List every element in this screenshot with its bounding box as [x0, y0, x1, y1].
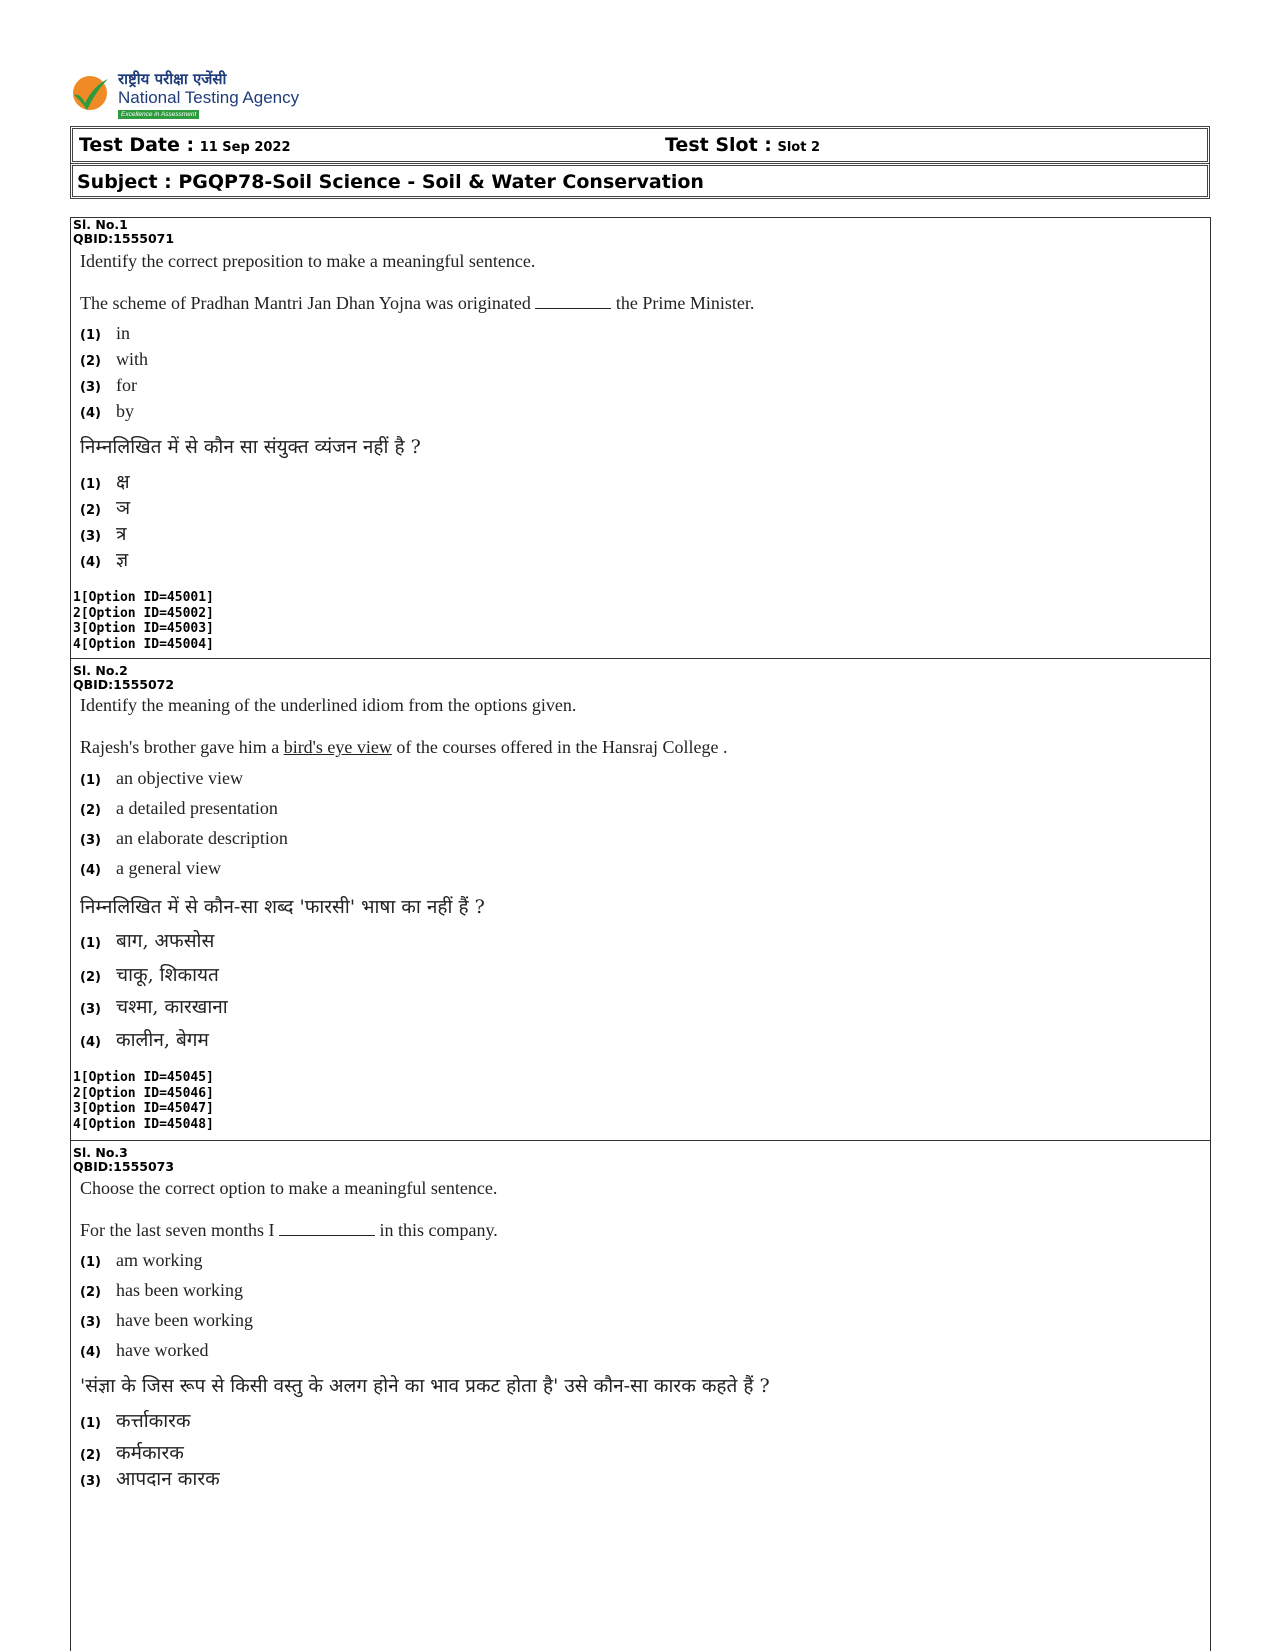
option-id: 2[Option ID=45002] — [73, 605, 214, 621]
option-text: बाग, अफसोस — [116, 930, 215, 952]
question-1-option-1 — [80, 323, 130, 344]
option-number: (4) — [80, 406, 101, 421]
sentence-after: in this company. — [379, 1220, 498, 1240]
option-number: (2) — [80, 1448, 101, 1463]
question-2-option-3 — [80, 828, 288, 849]
sentence-before: The scheme of Pradhan Mantri Jan Dhan Yojna was originated — [80, 293, 531, 313]
subject-box — [70, 163, 1210, 199]
qbid: QBID:1555071 — [73, 231, 175, 246]
question-2-option-4 — [80, 858, 221, 879]
sentence-blank — [279, 1235, 375, 1236]
logo-english-text: National Testing Agency — [118, 88, 300, 107]
option-text: ञ — [116, 497, 131, 519]
question-2-option-1 — [80, 768, 243, 789]
option-text: in — [116, 323, 131, 343]
question-3-instruction: Choose the correct option to make a meaningful sentence. — [80, 1178, 498, 1198]
sentence-before: For the last seven months I — [80, 1220, 275, 1240]
option-text: an elaborate description — [116, 828, 288, 848]
option-text: for — [116, 375, 137, 395]
question-3-hindi-option-1 — [80, 1407, 191, 1433]
option-text: ज्ञ — [116, 549, 129, 571]
option-number: (4) — [80, 1035, 101, 1050]
question-3-meta — [73, 1146, 174, 1174]
question-2-meta — [73, 664, 174, 692]
option-text: have worked — [116, 1340, 209, 1360]
option-text: चाकू, शिकायत — [116, 964, 219, 986]
test-date-label: Test Date : — [79, 134, 195, 156]
option-id: 4[Option ID=45048] — [73, 1116, 214, 1132]
sl-no: Sl. No.3 — [73, 1145, 128, 1160]
question-2-hindi-option-2 — [80, 961, 219, 987]
option-id: 1[Option ID=45045] — [73, 1070, 214, 1085]
sl-no: Sl. No.2 — [73, 663, 128, 678]
question-3-hindi: 'संज्ञा के जिस रूप से किसी वस्तु के अलग होने का भाव प्रकट होता है' उसे कौन-सा कारक कहते हैं ? — [80, 1375, 770, 1397]
question-2-hindi: निम्नलिखित में से कौन-सा शब्द 'फारसी' भाषा का नहीं हैं ? — [80, 896, 485, 918]
sentence-before: Rajesh's brother gave him a — [80, 737, 280, 757]
option-text: कर्त्ताकारक — [116, 1410, 191, 1432]
question-3-option-3 — [80, 1310, 253, 1331]
logo-hindi-text: राष्ट्रीय परीक्षा एजेंसी — [118, 70, 227, 88]
question-3-option-4 — [80, 1340, 208, 1361]
nta-checkmark-icon — [70, 73, 110, 113]
test-date-value: 11 Sep 2022 — [199, 140, 291, 155]
question-3-option-2 — [80, 1280, 243, 1301]
question-1-option-2 — [80, 349, 148, 370]
sentence-after: the Prime Minister. — [615, 293, 755, 313]
question-1-hindi-option-2 — [80, 494, 130, 520]
sl-no: Sl. No.1 — [73, 217, 128, 232]
option-text: त्र — [116, 523, 127, 545]
test-date-slot-box — [70, 126, 1210, 164]
option-number: (2) — [80, 1285, 101, 1300]
option-number: (2) — [80, 803, 101, 818]
question-1-hindi-option-1 — [80, 468, 130, 494]
nta-logo — [70, 68, 330, 120]
option-number: (2) — [80, 970, 101, 985]
option-text: have been working — [116, 1310, 253, 1330]
test-slot — [665, 134, 820, 156]
question-2-instruction: Identify the meaning of the underlined idiom from the options given. — [80, 695, 577, 715]
option-number: (1) — [80, 936, 101, 951]
option-id: 3[Option ID=45047] — [73, 1101, 214, 1116]
question-2-option-2 — [80, 798, 278, 819]
test-slot-value: Slot 2 — [777, 140, 820, 155]
option-number: (3) — [80, 1002, 101, 1017]
option-number: (1) — [80, 328, 101, 343]
option-number: (2) — [80, 503, 101, 518]
question-2-sentence — [80, 737, 727, 758]
question-2-hindi-option-3 — [80, 993, 228, 1019]
sentence-underlined-idiom: bird's eye view — [283, 737, 392, 757]
question-3-hindi-option-3 — [80, 1465, 220, 1491]
question-1-hindi-option-4 — [80, 546, 128, 572]
qbid: QBID:1555072 — [73, 677, 175, 692]
question-3-hindi-option-2 — [80, 1439, 184, 1465]
question-1-hindi-option-3 — [80, 520, 127, 546]
question-1-option-3 — [80, 375, 137, 396]
question-2-hindi-option-4 — [80, 1026, 209, 1052]
option-id: 4[Option ID=45004] — [73, 636, 214, 652]
qbid: QBID:1555073 — [73, 1159, 175, 1174]
option-number: (1) — [80, 1416, 101, 1431]
option-text: by — [116, 401, 134, 421]
option-id: 2[Option ID=45046] — [73, 1085, 214, 1101]
sentence-after: of the courses offered in the Hansraj College . — [396, 737, 728, 757]
logo-tagline: Excellence in Assessment — [118, 110, 199, 119]
option-number: (3) — [80, 380, 101, 395]
option-number: (3) — [80, 1474, 101, 1489]
option-number: (2) — [80, 354, 101, 369]
question-1-instruction: Identify the correct preposition to make a meaningful sentence. — [80, 251, 536, 271]
question-2-option-ids — [73, 1070, 214, 1132]
option-text: क्ष — [116, 471, 130, 493]
sentence-blank — [535, 308, 611, 309]
option-text: am working — [116, 1250, 203, 1270]
question-1-option-4 — [80, 401, 134, 422]
option-number: (1) — [80, 773, 101, 788]
question-3-option-1 — [80, 1250, 202, 1271]
option-text: a detailed presentation — [116, 798, 278, 818]
option-text: आपदान कारक — [116, 1468, 220, 1490]
option-text: an objective view — [116, 768, 243, 788]
question-separator — [71, 1140, 1210, 1141]
option-number: (4) — [80, 1345, 101, 1360]
option-number: (4) — [80, 863, 101, 878]
question-1-option-ids — [73, 590, 214, 652]
questions-container — [70, 217, 1211, 1651]
option-text: कालीन, बेगम — [116, 1029, 209, 1051]
option-text: a general view — [116, 858, 221, 878]
option-number: (3) — [80, 1315, 101, 1330]
question-2-hindi-option-1 — [80, 927, 214, 953]
option-number: (4) — [80, 555, 101, 570]
question-1-meta — [73, 218, 174, 246]
option-number: (3) — [80, 833, 101, 848]
test-slot-label: Test Slot : — [665, 134, 772, 156]
option-text: with — [116, 349, 149, 369]
option-number: (1) — [80, 1255, 101, 1270]
question-1-sentence — [80, 293, 754, 314]
option-id: 1[Option ID=45001] — [73, 590, 214, 605]
subject-title: Subject : PGQP78-Soil Science - Soil & Water Conservation — [77, 171, 704, 193]
option-text: कर्मकारक — [116, 1442, 184, 1464]
option-number: (1) — [80, 477, 101, 492]
question-1-hindi: निम्नलिखित में से कौन सा संयुक्त व्यंजन नहीं है ? — [80, 436, 421, 458]
option-number: (3) — [80, 529, 101, 544]
option-text: चश्मा, कारखाना — [116, 996, 228, 1018]
test-date — [79, 134, 291, 156]
option-text: has been working — [116, 1280, 243, 1300]
question-3-sentence — [80, 1220, 498, 1241]
option-id: 3[Option ID=45003] — [73, 621, 214, 636]
question-separator — [71, 658, 1210, 659]
